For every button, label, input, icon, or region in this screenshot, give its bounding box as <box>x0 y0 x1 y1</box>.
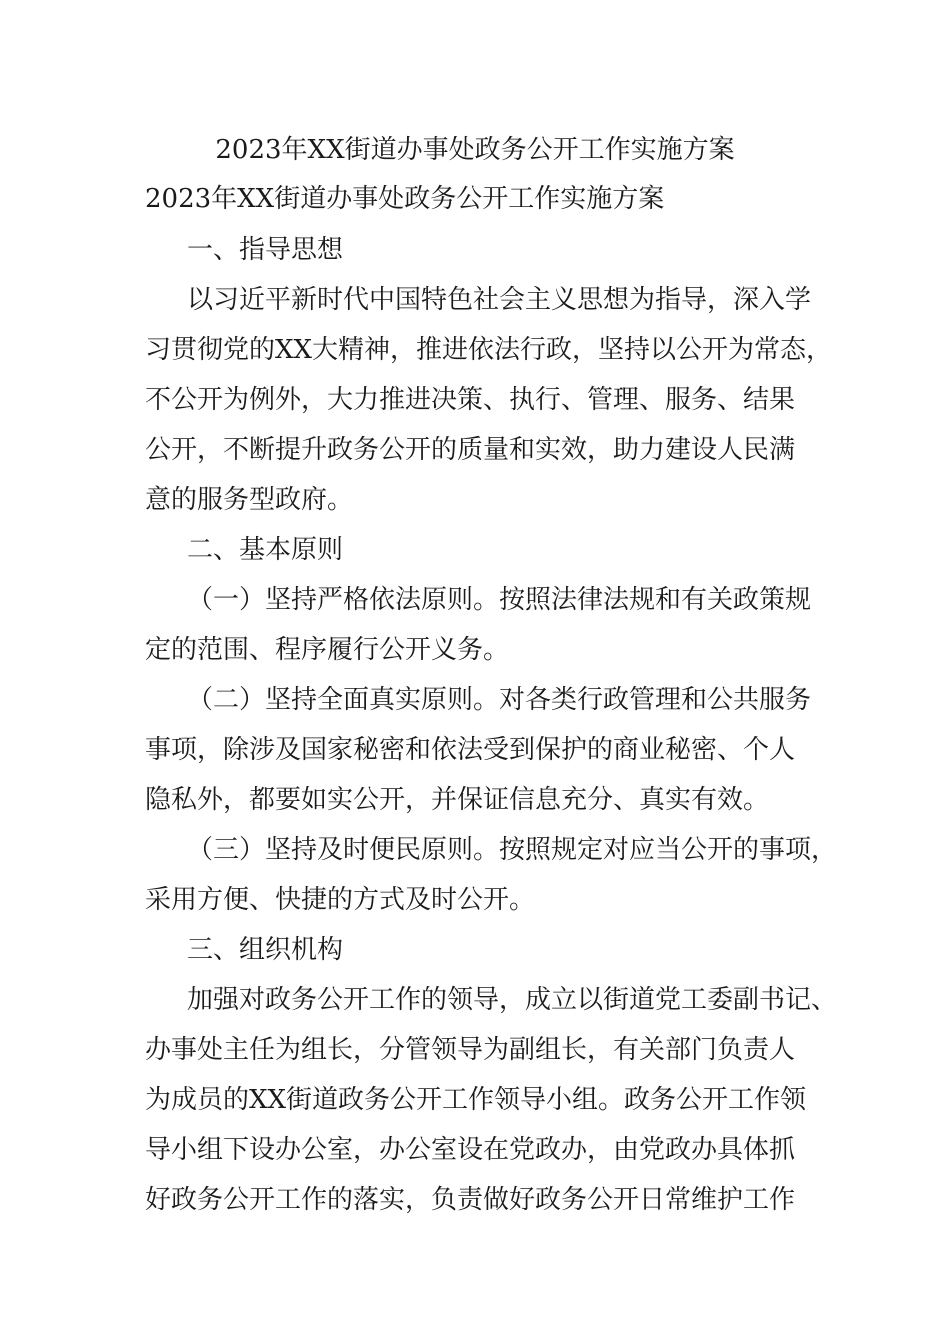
paragraph-line: 定的范围、程序履行公开义务。 <box>145 635 510 665</box>
section-heading-2: 二、基本原则 <box>187 535 344 565</box>
paragraph-line: 采用方便、快捷的方式及时公开。 <box>145 885 536 915</box>
paragraph-line: 公开，不断提升政务公开的质量和实效，助力建设人民满 <box>145 435 796 465</box>
paragraph-line: （一）坚持严格依法原则。按照法律法规和有关政策规 <box>187 585 812 615</box>
paragraph-line: 意的服务型政府。 <box>145 485 354 515</box>
paragraph-line: （二）坚持全面真实原则。对各类行政管理和公共服务 <box>187 685 812 715</box>
paragraph-line: （三）坚持及时便民原则。按照规定对应当公开的事项， <box>187 835 838 865</box>
paragraph-line: 为成员的XX街道政务公开工作领导小组。政务公开工作领 <box>145 1085 807 1115</box>
paragraph-line: 事项，除涉及国家秘密和依法受到保护的商业秘密、个人 <box>145 735 796 765</box>
paragraph-line: 加强对政务公开工作的领导，成立以街道党工委副书记、 <box>187 985 838 1015</box>
paragraph-line: 以习近平新时代中国特色社会主义思想为指导，深入学 <box>187 285 812 315</box>
paragraph-line: 导小组下设办公室，办公室设在党政办，由党政办具体抓 <box>145 1135 796 1165</box>
paragraph-line: 隐私外，都要如实公开，并保证信息充分、真实有效。 <box>145 785 770 815</box>
paragraph-line: 不公开为例外，大力推进决策、执行、管理、服务、结果 <box>145 385 796 415</box>
section-heading-3: 三、组织机构 <box>187 935 344 965</box>
paragraph-line: 好政务公开工作的落实，负责做好政务公开日常维护工作 <box>145 1185 796 1215</box>
section-heading-1: 一、指导思想 <box>187 235 344 265</box>
document-title: 2023年XX街道办事处政务公开工作实施方案 <box>215 135 735 165</box>
document-subtitle: 2023年XX街道办事处政务公开工作实施方案 <box>145 184 665 214</box>
paragraph-line: 习贯彻党的XX大精神，推进依法行政，坚持以公开为常态， <box>145 335 833 365</box>
paragraph-line: 办事处主任为组长，分管领导为副组长，有关部门负责人 <box>145 1035 796 1065</box>
